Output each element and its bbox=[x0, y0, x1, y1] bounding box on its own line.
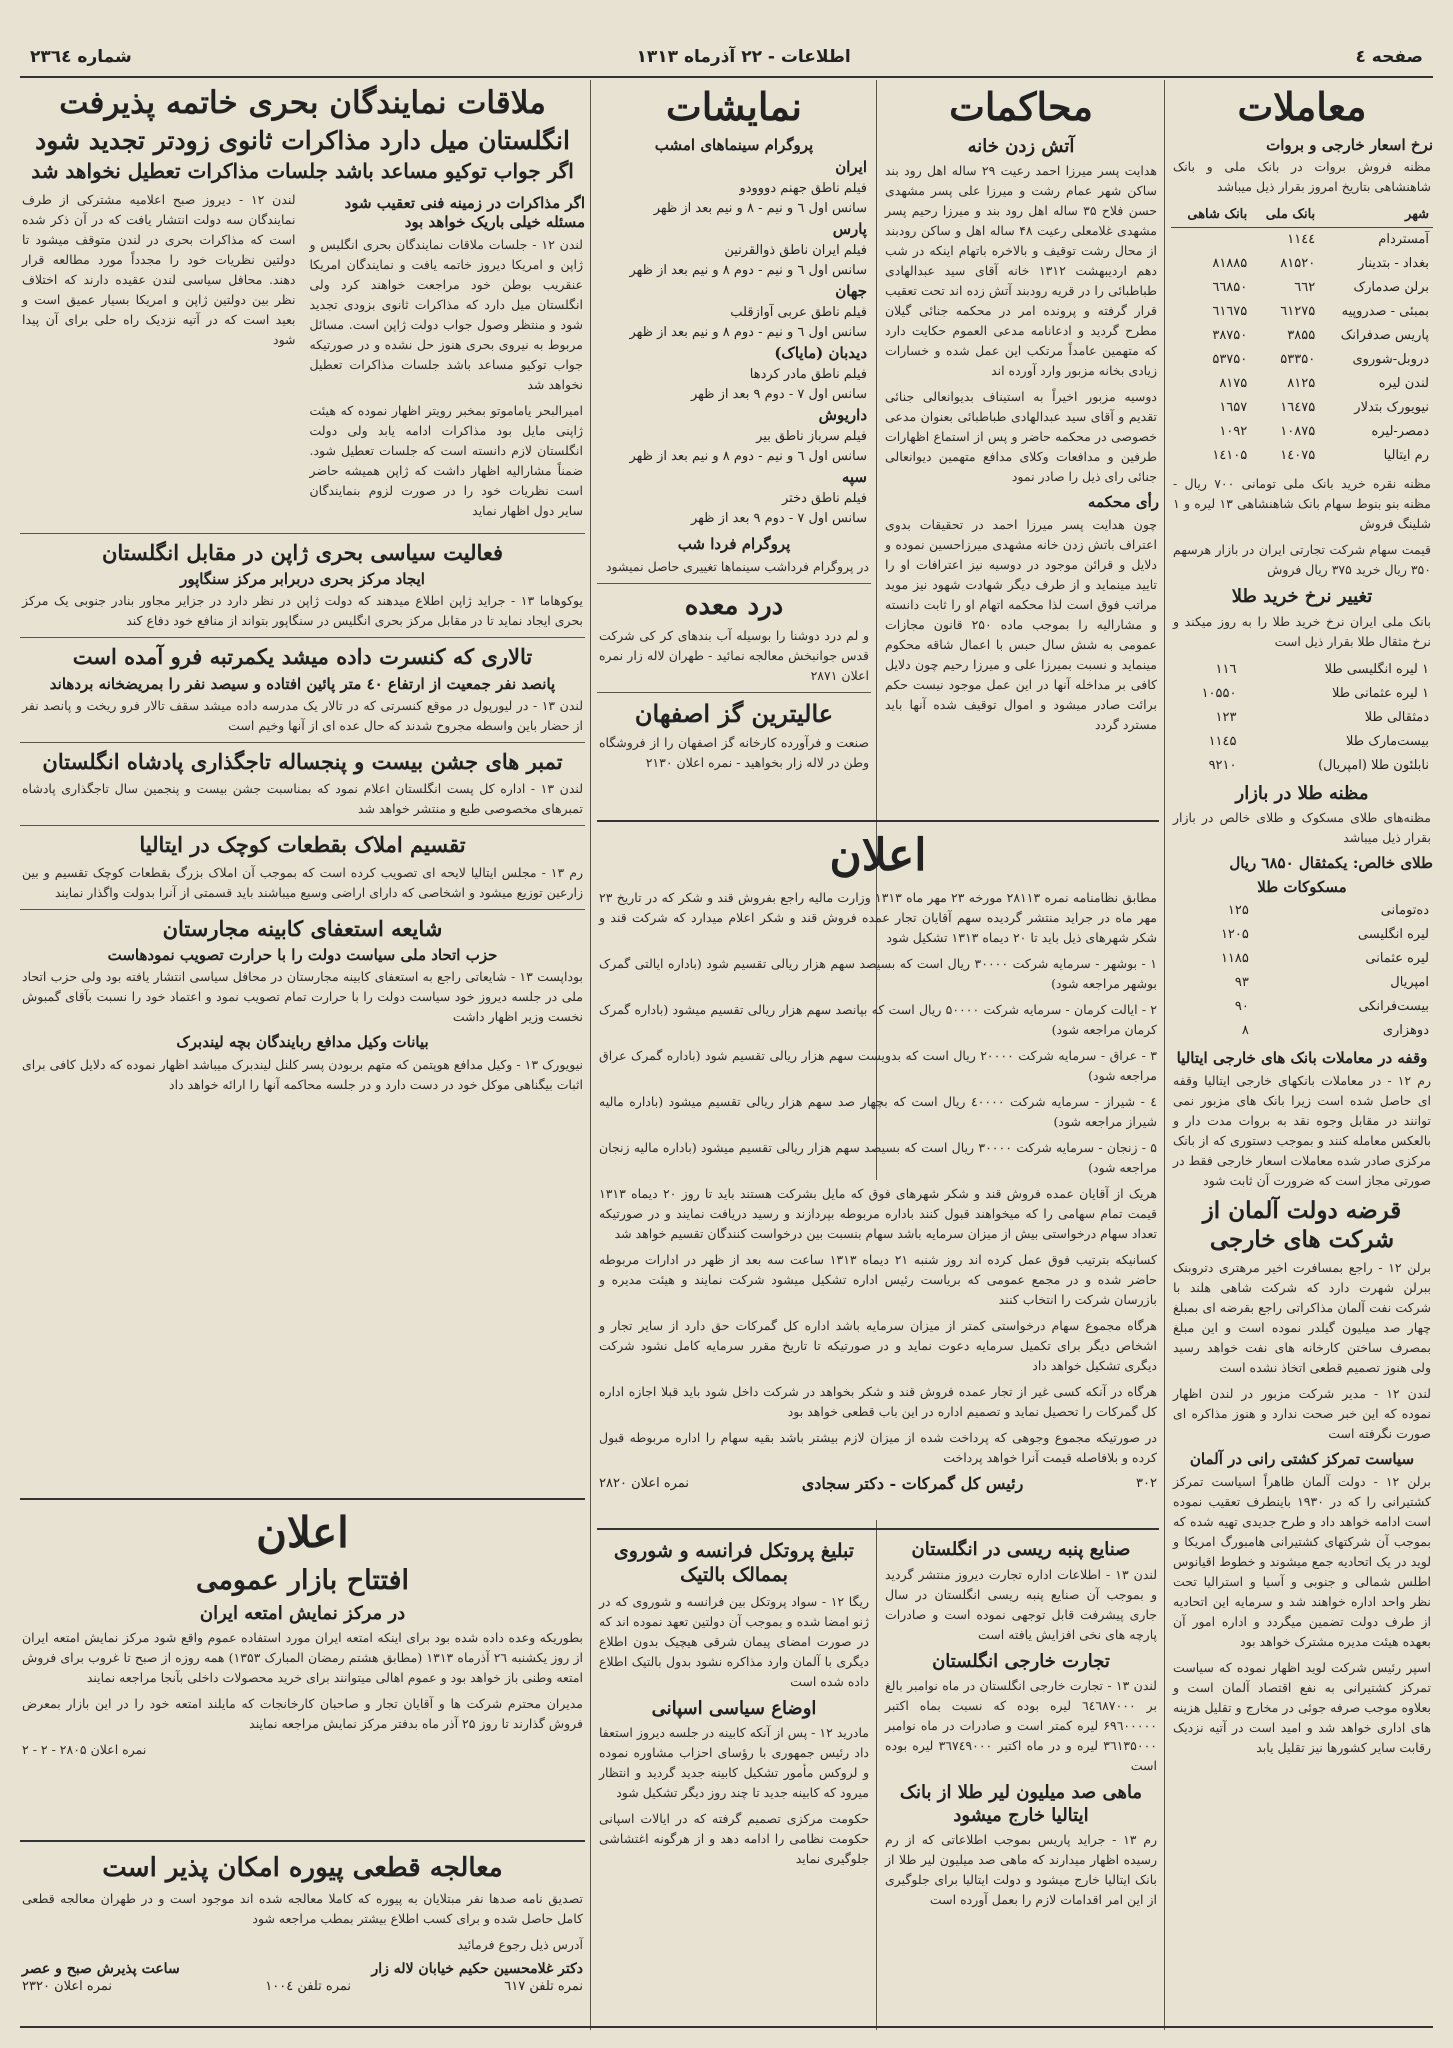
table-cell: ۱ لیره عثمانی طلا bbox=[1332, 685, 1429, 701]
section-title-trials: محاکمات bbox=[949, 84, 1093, 129]
table-cell: ٦٦۸۵۰ bbox=[1212, 280, 1248, 296]
table-cell: آمستردام bbox=[1378, 232, 1429, 248]
lead-text-2: لندن ۱۲ - دیروز صبح اعلامیه مشترکی از طرف نمایندگان سه دولت انتشار یافت که در آن ذکر شده است که مذاکرات بحری در لندن متوقف میشود تا دولتین نظریات خود را مجدداً مورد مطالعه قرار دهند. محافل سیاسی لندن عقیده دارند که اختلاف نظر بین دولتین ژاپن و امریکا بسیار عمیق است و بعید است که در آتیه نزدیک راه حلی برای آن پیدا شود bbox=[22, 191, 296, 347]
ship-title: سیاست تمرکز کشتی رانی در آلمان bbox=[1189, 1450, 1415, 1469]
page-label: صفحه ٤ bbox=[1355, 47, 1423, 67]
cinema-name: پارس bbox=[832, 220, 867, 239]
table-cell: ۱۰۵۵۰ bbox=[1201, 685, 1237, 701]
customs-items bbox=[597, 954, 1159, 1178]
fx-header-shahi: بانک شاهی bbox=[1171, 203, 1251, 228]
cinema-times: سانس اول ۷ - دوم ۹ بعد از ظهر bbox=[690, 387, 867, 403]
customs-ad-text-2: هریک از آقایان عمده فروش قند و شکر شهرهای فوق که مایل بشرکت هستند باید تا روز ۲۰ دیماه ۱۳۱۳ قیمت تمام سهامی را که میخواهند قبول کنند باداره مربوطه بپردازند و رسید دریافت نمایند و در صورتیکه تعداد سهام درخواستی بیش از میزان سرمایه باشد سهام بنسبت بین درخواست کنندگان تقسیم خواهد شد bbox=[599, 1186, 1157, 1242]
divider bbox=[20, 742, 585, 743]
gold-pure: طلای خالص: یکمثقال ٦۸۵۰ ریال bbox=[1229, 854, 1433, 873]
section-title-shows: نمایشات bbox=[666, 84, 802, 129]
cure-ad-phone: نمره تلفن ۱۰۰٤ bbox=[265, 1978, 351, 1994]
coins-title: مسکوکات طلا bbox=[1257, 877, 1347, 896]
fx-note: مظنه نقره خرید بانک ملی تومانی ۷۰۰ ریال - مظنه بنو بنوط سهام بانک شاهنشاهی ۱۳ لیره و ۱ شلینگ فروش bbox=[1173, 476, 1431, 532]
table-row bbox=[1171, 252, 1433, 276]
table-cell: ۱۲۳ bbox=[1215, 709, 1237, 725]
ad-gaz-title: عالیترین گز اصفهان bbox=[634, 699, 834, 729]
cure-ad bbox=[20, 1846, 585, 2030]
fx-heading: نرخ اسعار خارجی و بروات bbox=[1266, 135, 1433, 154]
customs-ad-text-5: هرگاه در آنکه کسی غیر از تجار عمده فروش قند و شکر بخواهد در شرکت داخل شود باید قبلا اجازه اداره کل گمرکات را تحصیل نماید و تصمیم اداره در این باب قطعی خواهد بود bbox=[599, 1384, 1157, 1420]
column-divider bbox=[590, 80, 591, 2030]
cinema-film: فیلم سرباز ناطق بیر bbox=[756, 429, 867, 445]
customs-item: ۱ - بوشهر - سرمایه شرکت ۳۰۰۰۰ ریال است که بسیصد سهم هزار ریالی تقسیم شود (باداره ایالتی گمرک بوشهر مراجعه شود) bbox=[599, 956, 1157, 992]
cinema-times: سانس اول ٦ و نیم - دوم ۸ و نیم بعد از ظهر bbox=[629, 325, 867, 341]
cinema-item bbox=[601, 281, 867, 343]
section-rule bbox=[20, 1840, 585, 1842]
cure-ad-tel: نمره تلفن ٦۱۷ bbox=[504, 1978, 583, 1994]
table-cell: ۱۱٤۵ bbox=[1208, 733, 1237, 749]
propaganda-title: تبلیغ پروتکل فرانسه و شوروی بممالک بالتیک bbox=[613, 1540, 855, 1586]
lead-text-1: لندن ۱۲ - جلسات ملاقات نمایندگان بحری انگلیس و ژاپن و امریکا دیروز خاتمه یافت و نمایندگان امریکا عنقریب بوطن خود مراجعت خواهند کرد ولی انگلستان میل دارد که مذاکرات ثانوی بزودی تجدید شود و منتظر وصول جواب دولت ژاپن است. مسائل مربوط به نیروی بحری هنوز حل نشده و در صورتیکه جواب توکیو مساعد باشد جلسات مذاکرات تعطیل نخواهد شد bbox=[309, 236, 583, 392]
bottom-news-right bbox=[883, 1534, 1159, 2030]
loan-text-2: لندن ۱۲ - مدیر شرکت مزبور در لندن اظهار نموده که این خبر صحت ندارد و هنوز مذاکره ای صورت نگرفته است bbox=[1173, 1386, 1431, 1442]
program-title: پروگرام سینماهای امشب bbox=[654, 135, 814, 154]
table-cell: ۸۱۸۸۵ bbox=[1212, 256, 1248, 272]
cinema-item bbox=[601, 157, 867, 219]
table-cell: ۸۱۵۲۰ bbox=[1280, 256, 1316, 272]
cabinet-text: بوداپست ۱۳ - شایعاتی راجع به استعفای کابینه مجارستان در محافل سیاسی انتشار یافته بود ولی حزب اتحاد ملی در جلسه دیروز خود سیاست دولت را با حرارت تمام تصویب نمود و اعتماد خود را نسبت بآقای گمبوش نخست وزیر اظهار داشت bbox=[22, 969, 583, 1025]
cinema-film: فیلم ناطق عربی آوازقلب bbox=[730, 305, 867, 321]
gold-italy-title: ماهی صد میلیون لیر طلا از بانک ایتالیا خارج میشود bbox=[899, 1782, 1143, 1826]
fx-table bbox=[1171, 203, 1433, 468]
customs-item: ۲ - ایالت کرمان - سرمایه شرکت ۵۰۰۰۰ ریال است که بپانصد سهم هزار ریالی تقسیم میشود (باداره گمرک کرمان مراجعه شود) bbox=[599, 1002, 1157, 1038]
ship-text-2: اسپر رئیس شرکت لوید اظهار نموده که سیاست تمرکز کشتیرانی به نفع اقتصاد آلمان است و بعلاوه موجب صرفه جوئی در مخارج و تقلیل هزینه های اداری خواهد شد و امید است در آتیه نزدیک رقابت سایر کشورها نیز تقلیل یابد bbox=[1173, 1659, 1431, 1755]
lead-col-right bbox=[308, 190, 586, 527]
table-cell: ۵۳۳۵۰ bbox=[1280, 352, 1316, 368]
trade-title: تجارت خارجی انگلستان bbox=[932, 1650, 1110, 1672]
table-cell: لیره عثمانی bbox=[1365, 951, 1429, 967]
bazaar-ad bbox=[20, 1504, 585, 1834]
cure-ad-addr: آدرس ذیل رجوع فرمائید bbox=[457, 1936, 583, 1952]
table-cell: ۱۱۸۵ bbox=[1220, 951, 1249, 967]
fx-intro: مظنه فروش بروات در بانک ملی و بانک شاهنشاهی بتاریخ امروز بقرار ذیل میباشد bbox=[1173, 159, 1431, 195]
verdict-title: رأی محکمه bbox=[1087, 493, 1159, 512]
lead-subtitle-2: اگر جواب توکیو مساعد باشد جلسات مذاکرات تعطیل نخواهد شد bbox=[31, 158, 574, 183]
gold-table bbox=[1171, 658, 1433, 778]
table-cell: ۸ bbox=[1241, 1023, 1249, 1039]
cinema-list bbox=[597, 157, 871, 529]
column-transactions bbox=[1171, 80, 1433, 2030]
table-row bbox=[1171, 730, 1433, 754]
case1-text-2: دوسیه مزبور اخیراً به استیناف بدیوانعالی جنائی تقدیم و آقای سید عبدالهادی طباطبائی بعنوان مدعی خصوصی در محکمه حاضر و پس از استماع اظهارات طرفین و مدافعات وکلای مدافع متهمین دیوانعالی جنائی رای ذیل را صادر نمود bbox=[885, 389, 1157, 485]
singapore-text: یوکوهاما ۱۳ - جراید ژاپن اطلاع میدهند که دولت ژاپن در نظر دارد در جزایر مجاور بنادر جنوبی یک مرکز بحری ایجاد نماید تا در مقابل مرکز بحری انگلیس در سنگاپور بتواند از منافع خود دفاع کند bbox=[22, 593, 583, 629]
bazaar-ad-title: اعلان bbox=[256, 1508, 349, 1557]
table-cell: رم ایتالیا bbox=[1383, 448, 1429, 464]
table-cell: ۸۱۷۵ bbox=[1219, 376, 1248, 392]
table-cell: پاریس صدفرانک bbox=[1340, 328, 1429, 344]
table-cell: ۱٤۱۰۵ bbox=[1212, 448, 1248, 464]
spain-text: مادرید ۱۲ - پس از آنکه کابینه در جلسه دیروز استعفا داد رئیس جمهوری با رؤسای احزاب مشاوره نموده و لروکس مأمور تشکیل کابینه جدید گردید و انتظار میرود که کابینه جدید تا چند روز دیگر تشکیل شود bbox=[599, 1725, 869, 1800]
cure-ad-hours: ساعت پذیرش صبح و عصر bbox=[22, 1960, 180, 1977]
table-row bbox=[1171, 276, 1433, 300]
cotton-title: صنایع پنبه ریسی در انگلستان bbox=[911, 1539, 1131, 1560]
cinema-film: فیلم ناطق دختر bbox=[781, 491, 867, 507]
section-rule bbox=[20, 1498, 585, 1500]
table-row bbox=[1171, 420, 1433, 444]
gold-market-title: مظنه طلا در بازار bbox=[1235, 782, 1369, 804]
column-shows bbox=[597, 80, 871, 820]
table-row bbox=[1171, 923, 1433, 947]
cinema-name: سپه bbox=[841, 468, 867, 487]
cinema-times: سانس اول ۷ - دوم ۹ بعد از ظهر bbox=[690, 511, 867, 527]
cure-ad-doctor: دکتر غلامحسین حکیم خیابان لاله زار bbox=[371, 1960, 583, 1977]
cinema-times: سانس اول ٦ و نیم - دوم ۸ و نیم بعد از ظهر bbox=[629, 263, 867, 279]
cinema-item bbox=[601, 467, 867, 529]
table-cell: ۱٦٤۷۵ bbox=[1280, 400, 1316, 416]
customs-ad-title: اعلان bbox=[829, 830, 927, 881]
cinema-name: ایران bbox=[835, 158, 867, 177]
customs-item: ۵ - زنجان - سرمایه شرکت ۳۰۰۰۰ ریال است که بسیصد سهم هزار ریالی تقسیم میشود (باداره مالیه زنجان مراجعه شود) bbox=[599, 1140, 1157, 1176]
divider bbox=[597, 692, 871, 693]
stamp-title: تمبر های جشن بیست و پنجساله تاجگذاری پادشاه انگلستان bbox=[42, 749, 563, 775]
newspaper-page bbox=[20, 20, 1433, 2030]
table-cell: ۹۰ bbox=[1234, 999, 1249, 1015]
table-row bbox=[1171, 971, 1433, 995]
table-cell: لندن لیره bbox=[1378, 376, 1429, 392]
customs-ad-text-6: در صورتیکه مجموع وجوهی که پرداخت شده از میزان لازم بیشتر باشد بقیه سهام را اداره مربوطه قبول کرده و بلافاصله قیمت آنرا خواهد پرداخت bbox=[599, 1430, 1157, 1466]
lead-text-3: امیرالبحر یاماموتو بمخبر رویتر اظهار نموده که هیئت ژاپنی مایل بود مذاکرات ادامه یابد ولی دولت انگلستان لازم دانسته است که جلسات تعطیل شود. ضمناً مشارالیه اظهار داشت که ژاپن همیشه حاضر است نظریات خود را در صورت لزوم بنمایندگان سایر دول اظهار نماید bbox=[309, 402, 583, 518]
table-cell: بغداد - بتدینار bbox=[1358, 256, 1429, 272]
divider bbox=[20, 909, 585, 910]
italy-land-title: تقسیم املاک بقطعات کوچک در ایتالیا bbox=[139, 832, 466, 858]
section-rule bbox=[597, 820, 1159, 822]
divider bbox=[20, 637, 585, 638]
table-cell: ۳۸۵۵ bbox=[1287, 328, 1316, 344]
section-title-transactions: معاملات bbox=[1237, 84, 1367, 129]
table-cell: ده‌تومانی bbox=[1380, 903, 1429, 919]
bottom-rule bbox=[20, 2026, 1433, 2028]
bazaar-ad-subtitle-2: در مرکز نمایش امتعه ایران bbox=[199, 1602, 406, 1624]
table-cell: دمصر-لیره bbox=[1371, 424, 1429, 440]
italy-bank-title: وقفه در معاملات بانک های خارجی ایتالیا bbox=[1176, 1049, 1428, 1068]
lead-title: ملاقات نمایندگان بحری خاتمه پذیرفت bbox=[59, 85, 546, 121]
table-cell: امپریال bbox=[1390, 975, 1429, 991]
lead-col-left bbox=[20, 190, 298, 527]
ship-text: برلن ۱۲ - دولت آلمان ظاهراً اسیاست تمرکز کشتیرانی را که در ۱۹۳۰ باینطرف تعقیب نموده است ادامه خواهد داد و طرح جدیدی تهیه شده که بموجب آن شرکتهای کشتیرانی هامبورگ امریکا و لوید در یک اتحادیه جمع میشوند و خطوط اقیانوس اطلس شمالی و جنوبی و آسیا و استرالیا تحت نظر واحد اداره خواهند شد و سرمایه این اتحادیه از طرف دولت تضمین میگردد و اداره امور آن بعهده هیئت مدیره مشترک خواهد بود bbox=[1173, 1473, 1431, 1649]
table-row bbox=[1171, 444, 1433, 468]
table-cell: ۱۱٤٤ bbox=[1287, 232, 1316, 248]
table-cell: ۱ لیره انگلیسی طلا bbox=[1324, 661, 1429, 677]
table-row bbox=[1171, 754, 1433, 778]
column-divider bbox=[1164, 80, 1165, 2030]
lawyer-text: نیویورک ۱۳ - وکیل مدافع هوپتمن که متهم بربودن پسر کلنل لیندبرک میباشد اظهار نموده که دلایل کافی برای اثبات بیگناهی موکل خود در دست دارد و در جلسه محاکمه آنها را ارائه خواهد داد bbox=[22, 1056, 583, 1092]
lead-subtitle-1: انگلستان میل دارد مذاکرات ثانوی زودتر تجدید شود bbox=[35, 125, 570, 155]
ad-stomach-title: درد معده bbox=[684, 590, 784, 621]
cinema-film: فیلم ناطق مادر کردها bbox=[749, 367, 867, 383]
table-cell: ٦٦٢ bbox=[1294, 280, 1316, 296]
table-cell: ٦۱٦۷۵ bbox=[1212, 304, 1248, 320]
cure-ad-title: معالجه قطعی پیوره امکان پذیر است bbox=[102, 1853, 503, 1883]
table-row bbox=[1171, 372, 1433, 396]
table-cell: بیست‌فرانکی bbox=[1358, 999, 1429, 1015]
lead-section bbox=[20, 80, 585, 1500]
bottom-news-left bbox=[597, 1534, 871, 2030]
gold-title: تغییر نرخ خرید طلا bbox=[1231, 586, 1373, 608]
table-row bbox=[1171, 947, 1433, 971]
table-cell: ۳۸۷۵۰ bbox=[1212, 328, 1248, 344]
case1-title: آتش زدن خانه bbox=[967, 135, 1075, 157]
cure-ad-text: تصدیق نامه صدها نفر مبتلایان به پیوره که کاملا معالجه شده اند موجود است و در طهران معالجه قطعی کامل حاصل شده و برای کسب اطلاع بیشتر بمطب مراجعه شود bbox=[22, 1890, 583, 1926]
cabinet-sub: حزب اتحاد ملی سیاست دولت را با حرارت تصویب نمودهاست bbox=[107, 945, 498, 964]
table-cell: دروبل-شوروی bbox=[1352, 352, 1429, 368]
customs-ad-number: نمره اعلان ۲۸۲۰ bbox=[599, 1476, 689, 1492]
customs-ad bbox=[597, 826, 1159, 1526]
trade-text: لندن ۱۳ - تجارت خارجی انگلستان در ماه نوامبر بالغ بر ٦٤٦۸۷۰۰۰ لیره بوده که نسبت بماه اکتبر ۶۹٦۰۰۰۰۰ لیره کمتر است و صادرات در ماه نوامبر ۳٦۱۳۵۰۰۰ لیره و در ماه اکتبر ۳٦٧٤۹۰۰۰ لیره بوده است bbox=[885, 1678, 1157, 1773]
cinema-name: جهان bbox=[835, 282, 867, 301]
japan-title: فعالیت سیاسی بحری ژاپن در مقابل انگلستان bbox=[101, 539, 504, 565]
table-row bbox=[1171, 396, 1433, 420]
divider bbox=[20, 533, 585, 534]
table-cell: لیره انگلیسی bbox=[1357, 927, 1429, 943]
customs-item: ۳ - عراق - سرمایه شرکت ۲۰۰۰۰ ریال است که بدویست سهم هزار ریالی تقسیم شود (باداره گمرک عراق مراجعه شود) bbox=[599, 1048, 1158, 1084]
bazaar-ad-text: بطوریکه وعده داده شده بود برای اینکه امتعه ایران مورد استفاده عموم واقع شود مرکز نمایش امتعه ایران از روز یکشنبه ۲٦ آذرماه ۱۳۱۳ (مطابق هشتم رمضان المبارک ۱۳۵۳) همه روزه از صبح تا غروب برای فروش امتعه وطنی باز خواهد بود و عموم اهالی میتوانند برای خرید محصولات داخلی بآنجا مراجعه نمایند bbox=[22, 1630, 583, 1686]
table-cell: نیویورک بتدلار bbox=[1354, 400, 1429, 416]
table-cell: ۱٤۰۷۵ bbox=[1280, 448, 1316, 464]
issue-number: شماره ۲۳٦٤ bbox=[30, 47, 132, 67]
table-row bbox=[1171, 899, 1433, 923]
coins-table bbox=[1171, 899, 1433, 1043]
customs-item: ٤ - شیراز - سرمایه شرکت ٤۰۰۰۰ ریال است که بچهار صد سهم هزار ریالی تقسیم میشود (باداره مالیه شیراز مراجعه شود) bbox=[599, 1094, 1158, 1130]
section-rule bbox=[597, 1528, 1159, 1530]
fx-header-melli: بانک ملی bbox=[1251, 203, 1319, 228]
tomorrow-text: در پروگرام فرداشب سینماها تغییری حاصل نمیشود bbox=[605, 558, 869, 574]
table-cell: ۱۲۵ bbox=[1227, 903, 1249, 919]
concert-title: تالاری که کنسرت داده میشد یکمرتبه فرو آمده است bbox=[72, 644, 533, 670]
loan-text: برلن ۱۲ - راجع بمسافرت اخیر مرهتری دتروبنک ببرلن شهرت دارد که شرکت شاهی هلند با شرکت نفت آلمان مذاکراتی راجع بقرضه ای بمبلغ چهار صد میلیون گیلدر نموده است و این مبلغ بمصرف ساختن کارخانه های نفت خواهد رسید ولی هنوز تصمیم قطعی اتخاذ نشده است bbox=[1173, 1260, 1431, 1376]
table-row bbox=[1171, 658, 1433, 682]
table-cell: دمثقالی طلا bbox=[1364, 709, 1429, 725]
table-cell: ۹۲۱۰ bbox=[1208, 757, 1237, 773]
ad-gaz-text: صنعت و فرآورده کارخانه گز اصفهان را از فروشگاه وطن در لاله زار بخواهید - نمره اعلان ۲۱۳۰ bbox=[599, 735, 869, 771]
cotton-text: لندن ۱۳ - اطلاعات اداره تجارت دیروز منتشر گردید و بموجب آن صنایع پنبه ریسی انگلستان در سال جاری پیشرفت قابل توجهی نموده است و صادرات پارچه های نخی افزایش یافته است bbox=[885, 1566, 1158, 1642]
concert-sub: پانصد نفر جمعیت از ارتفاع ٤۰ متر پائین افتاده و سیصد نفر را بمریضخانه بردهاند bbox=[49, 674, 556, 693]
propaganda-text: ریگا ۱۲ - سواد پروتکل بین فرانسه و شوروی که در ژنو امضا شده و بموجب آن دولتین تعهد نموده اند که در صورت امضای پیمان شرقی هیچیک بدون اطلاع دیگری با آلمان وارد مذاکره نشود بدول بالتیک اطلاع داده شده است bbox=[599, 1593, 869, 1689]
cinema-item bbox=[601, 343, 867, 405]
table-cell: نابلئون طلا (امپریال) bbox=[1318, 757, 1429, 773]
table-cell bbox=[1171, 228, 1251, 253]
verdict-text: چون هدایت پسر میرزا احمد در تحقیقات بدوی اعتراف باتش زدن خانه مشهدی میرزاحسین نموده و دلایل و قرائن موجود در دوسیه نیز اعترافات او را تایید مینماید و از طرف دیگر شهادت شهود نیز موید مراتب فوق است لذا محکمه اتهام او را ثابت دانسته و مشارالیه را بموجب ماده ۲۵۰ قانون مجازات عمومی به شش سال حبس با اعمال شاقه محکوم مینماید و نسبت بمیرزا علی و میرزا رحیم چون دلایل کافی بر مداخله آنها در این عمل موجود نیست حکم برائت صادر میشود و اموال توقیف شده آنها باید مسترد گردد bbox=[885, 516, 1157, 732]
table-cell: برلن صدمارک bbox=[1353, 280, 1429, 296]
gold-market-text: مظنه‌های طلای مسکوک و طلای خالص در بازار بقرار ذیل میباشد bbox=[1173, 810, 1431, 846]
cure-ad-number: نمره اعلان ۲۳۲۰ bbox=[22, 1978, 113, 1994]
gold-italy-text: رم ۱۳ - جراید پاریس بموجب اطلاعاتی که از رم رسیده اظهار میدارند که ماهی صد میلیون لیر طلا از بانک ایتالیا خارج میشود و دولت ایتالیا برای جلوگیری از این امر اقدامات لازم را بعمل آورده است bbox=[885, 1832, 1158, 1907]
table-cell: ۱۲۰۵ bbox=[1220, 927, 1249, 943]
column-divider bbox=[876, 1520, 877, 2030]
table-cell: ۱٦۵۷ bbox=[1219, 400, 1248, 416]
table-cell: ۹۳ bbox=[1234, 975, 1249, 991]
concert-text: لندن ۱۳ - در لیورپول در موقع کنسرتی که در تالار یک مدرسه داده میشد سقف تالار فرو ریخت و پانصد نفر از حضار باین واسطه مجروح شدند که حال عده ای از آنها وخیم است bbox=[22, 698, 583, 734]
tomorrow-title: پروگرام فردا شب bbox=[677, 535, 791, 554]
masthead-rule bbox=[20, 76, 1433, 78]
newspaper-date: اطلاعات - ۲۲ آذرماه ۱۳۱۳ bbox=[636, 47, 851, 67]
table-row bbox=[1171, 228, 1433, 253]
customs-ad-text-3: کسانیکه بترتیب فوق عمل کرده اند روز شنبه ۲۱ دیماه ۱۳۱۳ ساعت سه بعد از ظهر در ادارات مربوطه حاضر شده و در مجمع عمومی که بریاست رئیس اداره تشکیل میشود شرکت نمایند و هیئت مدیره و بازرسان شرکت را انتخاب کنند bbox=[599, 1252, 1157, 1308]
column-trials bbox=[883, 80, 1159, 820]
italy-bank-text: رم ۱۲ - در معاملات بانکهای خارجی ایتالیا وقفه ای حاصل شده است زیرا بانک های مزبور نمی توانند در مقابل وجوه نقد به بروات مدت دار و بالعکس معامله کنند و بموجب دستوری که از بانک مرکزی صادر شده معاملات اسعار خارجی فقط در صورتی مجاز است که ضرورت آن ثابت شود bbox=[1173, 1072, 1432, 1188]
ad-stomach-text: و لم درد دوشنا را بوسیله آب بندهای کر کی شرکت قدس جوانبخش معالجه نمائید - طهران لاله زار نمره اعلان ۲۸۷۱ bbox=[599, 628, 869, 684]
customs-ad-text-1: مطابق نظامنامه نمره ۲۸۱۱۳ مورخه ۲۳ مهر ماه ۱۳۱۳ وزارت مالیه راجع بفروش قند و شکر که در تاریخ ۲۳ مهر ماه در جراید منتشر گردیده سهم آقایان تجار عمده فروش قند و شکر اعلام میدارد که شرکت قند و شکر شهرهای ذیل باید تا ۲۰ دیماه ۱۳۱۳ تشکیل شود bbox=[599, 890, 1157, 946]
cinema-times: سانس اول ٦ و نیم - دوم ۸ و نیم بعد از ظهر bbox=[629, 449, 867, 465]
table-cell: دوهزاری bbox=[1382, 1023, 1429, 1039]
table-cell: ۵۳۷۵۰ bbox=[1212, 352, 1248, 368]
spain-title: اوضاع سیاسی اسپانی bbox=[651, 1697, 817, 1719]
cinema-times: سانس اول ٦ و نیم - ۸ و نیم بعد از ظهر bbox=[653, 201, 867, 217]
bazaar-ad-number: نمره اعلان ۲۸۰۵ - ۲ - ۲ bbox=[22, 1742, 147, 1758]
loan-title: قرضه دولت آلمان از شرکت های خارجی bbox=[1202, 1196, 1402, 1253]
table-row bbox=[1171, 324, 1433, 348]
cinema-item bbox=[601, 405, 867, 467]
table-cell: ۱۰۸۷۵ bbox=[1280, 424, 1316, 440]
table-cell: ۱۰۹۲ bbox=[1219, 424, 1248, 440]
italy-land-text: رم ۱۳ - مجلس ایتالیا لایحه ای تصویب کرده است که بموجب آن املاک بزرگ بقطعات کوچک تقسیم و بین زارعین توزیع میشود و اشخاصی که دارای اراضی وسیع میباشند باید قسمتی از آنرا بدولت واگذار نمایند bbox=[22, 864, 583, 900]
table-row bbox=[1171, 682, 1433, 706]
cinema-name: داریوش bbox=[818, 406, 867, 425]
singapore-title: ایجاد مرکز بحری دربرابر مرکز سنگاپور bbox=[180, 569, 425, 588]
customs-ref-number: ۳۰۲ bbox=[1136, 1476, 1157, 1492]
table-row bbox=[1171, 348, 1433, 372]
table-row bbox=[1171, 706, 1433, 730]
masthead bbox=[20, 42, 1433, 72]
customs-signature: رئیس کل گمرکات - دکتر سجادی bbox=[801, 1474, 1024, 1494]
cinema-item bbox=[601, 219, 867, 281]
table-cell: ۱۱٦ bbox=[1215, 661, 1237, 677]
spain-text-2: حکومت مرکزی تصمیم گرفته که در ایالات اسپانی حکومت نظامی را ادامه دهد و از هرگونه اغتشاشی جلوگیری نماید bbox=[599, 1811, 869, 1866]
table-cell: ٦۱۲۷۵ bbox=[1280, 304, 1316, 320]
lawyer-title: بیانات وکیل مدافع ربایندگان بچه لیندبرک bbox=[176, 1033, 429, 1052]
table-row bbox=[1171, 1019, 1433, 1043]
cinema-name: دیدبان (مایاک) bbox=[774, 344, 867, 363]
shares-price: قیمت سهام شرکت تجارتی ایران در بازار هرسهم ۳۵۰ ریال خرید ۳۷۵ ریال فروش bbox=[1173, 542, 1431, 578]
cinema-film: فیلم ناطق جهنم دووودو bbox=[739, 181, 867, 197]
table-cell: بمبئی - صدروپیه bbox=[1341, 304, 1429, 320]
table-row bbox=[1171, 300, 1433, 324]
table-row bbox=[1171, 995, 1433, 1019]
bazaar-ad-text-2: مدیران محترم شرکت ها و آقایان تجار و صاحبان کارخانجات که مایلند امتعه خود را در این بازار بمعرض فروش گذارند تا روز ۲۵ آذر ماه بدفتر مرکز نمایش مراجعه نمایند bbox=[22, 1696, 583, 1732]
table-cell: ۸۱۲۵ bbox=[1287, 376, 1316, 392]
customs-ad-text-4: هرگاه مجموع سهام درخواستی کمتر از میزان سرمایه باشد اداره کل گمرکات حق دارد از سایر تجار و اشخاص دیگر برای تکمیل سرمایه دعوت نماید و در صورتیکه تا تاریخ مقرر سرمایه کامل نشود شرکت دیگری تشکیل خواهد داد bbox=[599, 1318, 1157, 1374]
stamp-text: لندن ۱۳ - اداره کل پست انگلستان اعلام نمود که بمناسبت جشن بیست و پنجمین سال تاجگذاری پادشاه تمبرهای مخصوصی طبع و منتشر خواهد شد bbox=[22, 781, 583, 817]
bazaar-ad-subtitle: افتتاح بازار عمومی bbox=[195, 1565, 410, 1597]
case1-text: هدایت پسر میرزا احمد رعیت ۲۹ ساله اهل رود بند ساکن شهر عمام رشت و میرزا علی پسر مشهدی حسن فلاح ۳۵ ساله اهل رود بند و میرزا رحیم پسر مشهدی غلامعلی رعیت ۴۸ ساله اهل و ساکن رودبند از محال رشت توقیف و بالاخره باتهام اینکه در شب دهم اردیبهشت ۱۳۱۲ خانه آقای سید عبدالهادی طباطبائی را در قریه رودبند آتش زده اند تحت تعقیب قرار گرفته و پرونده امر در محکمه جنائی گیلان مطرح گردید و ادعانامه مدعی العموم حکایت دارد که متهمین عامداً مرتکب این عمل شده و خسارات زیادی بخانه مزبور وارد آورده اند bbox=[885, 163, 1158, 379]
lead-kicker: اگر مذاکرات در زمینه فنی تعقیب شود مسئله خیلی باریک خواهد بود bbox=[344, 193, 585, 232]
divider bbox=[20, 825, 585, 826]
divider bbox=[597, 583, 871, 584]
cinema-film: فیلم ایران ناطق ذوالقرنین bbox=[724, 243, 867, 259]
cabinet-title: شایعه استعفای کابینه مجارستان bbox=[162, 915, 443, 941]
gold-text: بانک ملی ایران نرخ خرید طلا را به روز میکند و نرخ مثقال طلا بقرار ذیل است bbox=[1173, 613, 1431, 649]
table-cell: بیست‌مارک طلا bbox=[1346, 733, 1429, 749]
fx-header-city: شهر bbox=[1319, 203, 1433, 228]
